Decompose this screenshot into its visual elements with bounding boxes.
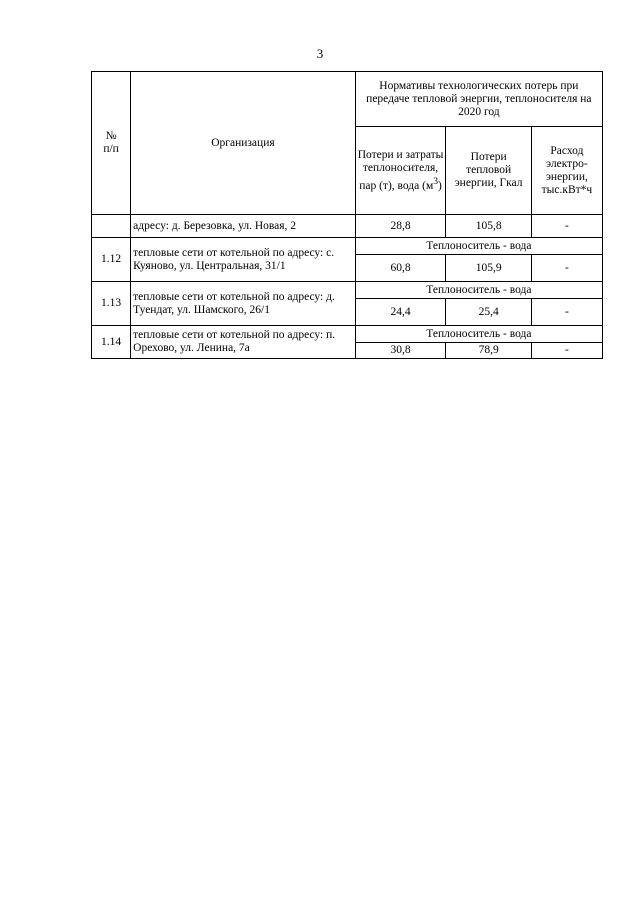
cell-electricity: -	[531, 299, 602, 326]
cell-coolant-loss: 60,8	[355, 255, 446, 282]
header-num: № п/п	[92, 72, 131, 215]
header-group: Нормативы технологических потерь при передаче тепловой энергии, теплоносителя на 2020 год	[355, 72, 602, 127]
cell-carrier: Теплоноситель - вода	[355, 238, 602, 255]
cell-electricity: -	[531, 343, 602, 359]
cell-coolant-loss: 30,8	[355, 343, 446, 359]
header-col-coolant-loss-text: Потери и затраты теплоносителя, пар (т), вода (м	[357, 148, 444, 192]
cell-num: 1.14	[92, 326, 131, 359]
norms-table	[91, 71, 603, 359]
cell-carrier: Теплоноситель - вода	[355, 282, 602, 299]
header-col-coolant-loss	[355, 127, 446, 215]
header-organization: Организация	[131, 72, 356, 215]
cell-heat-loss: 25,4	[446, 299, 532, 326]
table-row	[92, 282, 603, 299]
cell-electricity: -	[531, 215, 602, 238]
cell-organization: адресу: д. Березовка, ул. Новая, 2	[131, 215, 356, 238]
cell-heat-loss: 105,9	[446, 255, 532, 282]
cell-organization: тепловые сети от котельной по адресу: п. Орехово, ул. Ленина, 7а	[131, 326, 356, 359]
cell-electricity: -	[531, 255, 602, 282]
header-col-electricity: Расход электро- энергии, тыс.кВт*ч	[531, 127, 602, 215]
page-number: 3	[316, 46, 324, 61]
header-col-coolant-loss-close: )	[438, 179, 442, 192]
cell-num	[92, 215, 131, 238]
cell-heat-loss: 105,8	[446, 215, 532, 238]
cell-coolant-loss: 28,8	[355, 215, 446, 238]
table-row	[92, 326, 603, 343]
cell-heat-loss: 78,9	[446, 343, 532, 359]
cell-carrier: Теплоноситель - вода	[355, 326, 602, 343]
cell-num: 1.13	[92, 282, 131, 326]
cell-num: 1.12	[92, 238, 131, 282]
cell-organization: тепловые сети от котельной по адресу: с. Куяново, ул. Центральная, 31/1	[131, 238, 356, 282]
table-row	[92, 238, 603, 255]
header-col-heat-loss: Потери тепловой энергии, Гкал	[446, 127, 532, 215]
table-row-continuation	[92, 215, 603, 238]
cell-organization: тепловые сети от котельной по адресу: д. Туендат, ул. Шамского, 26/1	[131, 282, 356, 326]
table-header-row	[92, 72, 603, 127]
cell-coolant-loss: 24,4	[355, 299, 446, 326]
header-col-coolant-loss-sup: 3	[433, 175, 439, 187]
